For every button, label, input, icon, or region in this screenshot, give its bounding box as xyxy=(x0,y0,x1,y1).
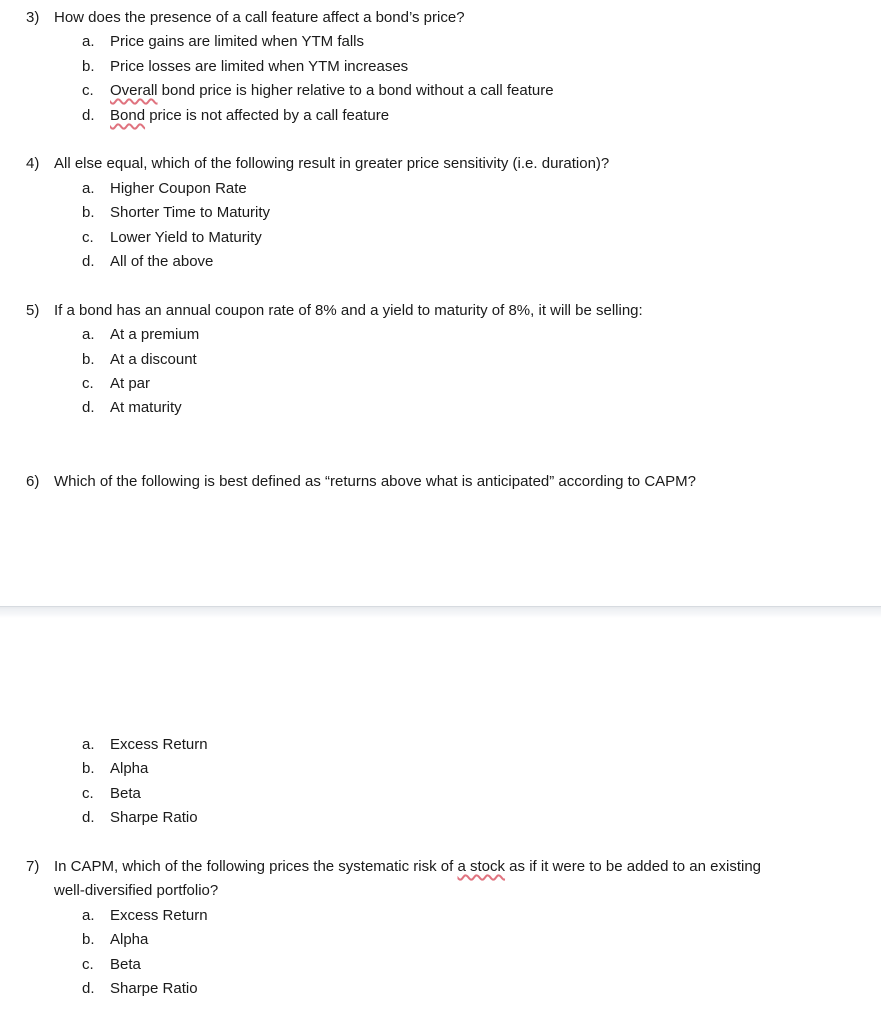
question-3-number: 3) xyxy=(26,9,40,26)
q7-text-before: In CAPM, which of the following prices the systematic risk of xyxy=(54,858,458,875)
q6-option-b-letter: b. xyxy=(82,760,95,777)
q3-option-d-text xyxy=(110,106,389,126)
q7-option-a-letter: a. xyxy=(82,907,95,924)
q3-option-d-rest: price is not affected by a call feature xyxy=(145,107,390,124)
q7-option-c-letter: c. xyxy=(82,956,94,973)
q4-option-d-letter: d. xyxy=(82,253,95,270)
q3-option-c-rest: bond price is higher relative to a bond without a call feature xyxy=(157,82,554,99)
question-4-text: All else equal, which of the following result in greater price sensitivity (i.e. duration)? xyxy=(54,155,610,172)
q4-option-b-text: Shorter Time to Maturity xyxy=(110,204,271,221)
page-break xyxy=(0,606,881,618)
q3-option-a-letter: a. xyxy=(82,33,95,50)
q3-option-a-text: Price gains are limited when YTM falls xyxy=(110,33,364,50)
q3-option-c-text xyxy=(110,81,554,101)
q6-option-d-text: Sharpe Ratio xyxy=(110,809,198,826)
q5-option-d-text: At maturity xyxy=(110,399,182,416)
question-6-number: 6) xyxy=(26,473,40,490)
spellcheck-marked-word[interactable]: Bond xyxy=(110,107,146,124)
q5-option-a-text: At a premium xyxy=(110,326,200,343)
q3-option-b-letter: b. xyxy=(82,58,95,75)
spellcheck-marked-phrase[interactable]: a stock xyxy=(457,858,506,875)
q4-option-c-letter: c. xyxy=(82,229,94,246)
question-5-text: If a bond has an annual coupon rate of 8% and a yield to maturity of 8%, it will be selling: xyxy=(54,302,643,319)
q7-text-after: as if it were to be added to an existing xyxy=(505,858,762,875)
question-6-text: Which of the following is best defined as “returns above what is anticipated” according to CAPM? xyxy=(54,473,696,490)
spellcheck-marked-word[interactable]: Overall xyxy=(110,82,158,99)
q5-option-a-letter: a. xyxy=(82,326,95,343)
q5-option-b-text: At a discount xyxy=(110,351,197,368)
q4-option-b-letter: b. xyxy=(82,204,95,221)
q6-option-c-letter: c. xyxy=(82,785,94,802)
q6-option-a-text: Excess Return xyxy=(110,736,208,753)
question-7-text-line2: well-diversified portfolio? xyxy=(54,882,219,899)
question-7-number: 7) xyxy=(26,858,40,875)
q4-option-a-letter: a. xyxy=(82,180,95,197)
q3-option-b-text: Price losses are limited when YTM increases xyxy=(110,58,409,75)
question-4-number: 4) xyxy=(26,155,40,172)
q5-option-c-text: At par xyxy=(110,375,151,392)
question-3-text: How does the presence of a call feature affect a bond’s price? xyxy=(54,9,465,26)
q7-option-b-letter: b. xyxy=(82,931,95,948)
question-5-number: 5) xyxy=(26,302,40,319)
q6-option-d-letter: d. xyxy=(82,809,95,826)
q5-option-b-letter: b. xyxy=(82,351,95,368)
question-7-text xyxy=(54,857,761,877)
q6-option-a-letter: a. xyxy=(82,736,95,753)
q6-option-c-text: Beta xyxy=(110,785,141,802)
q5-option-d-letter: d. xyxy=(82,399,95,416)
q4-option-a-text: Higher Coupon Rate xyxy=(110,180,247,197)
page-break-divider xyxy=(0,606,881,607)
q7-option-a-text: Excess Return xyxy=(110,907,208,924)
q3-option-d-letter: d. xyxy=(82,107,95,124)
q7-option-d-letter: d. xyxy=(82,980,95,997)
q7-option-c-text: Beta xyxy=(110,956,141,973)
q4-option-c-text: Lower Yield to Maturity xyxy=(110,229,262,246)
q3-option-c-letter: c. xyxy=(82,82,94,99)
q7-option-b-text: Alpha xyxy=(110,931,149,948)
q4-option-d-text: All of the above xyxy=(110,253,214,270)
q6-option-b-text: Alpha xyxy=(110,760,149,777)
q5-option-c-letter: c. xyxy=(82,375,94,392)
q7-option-d-text: Sharpe Ratio xyxy=(110,980,198,997)
